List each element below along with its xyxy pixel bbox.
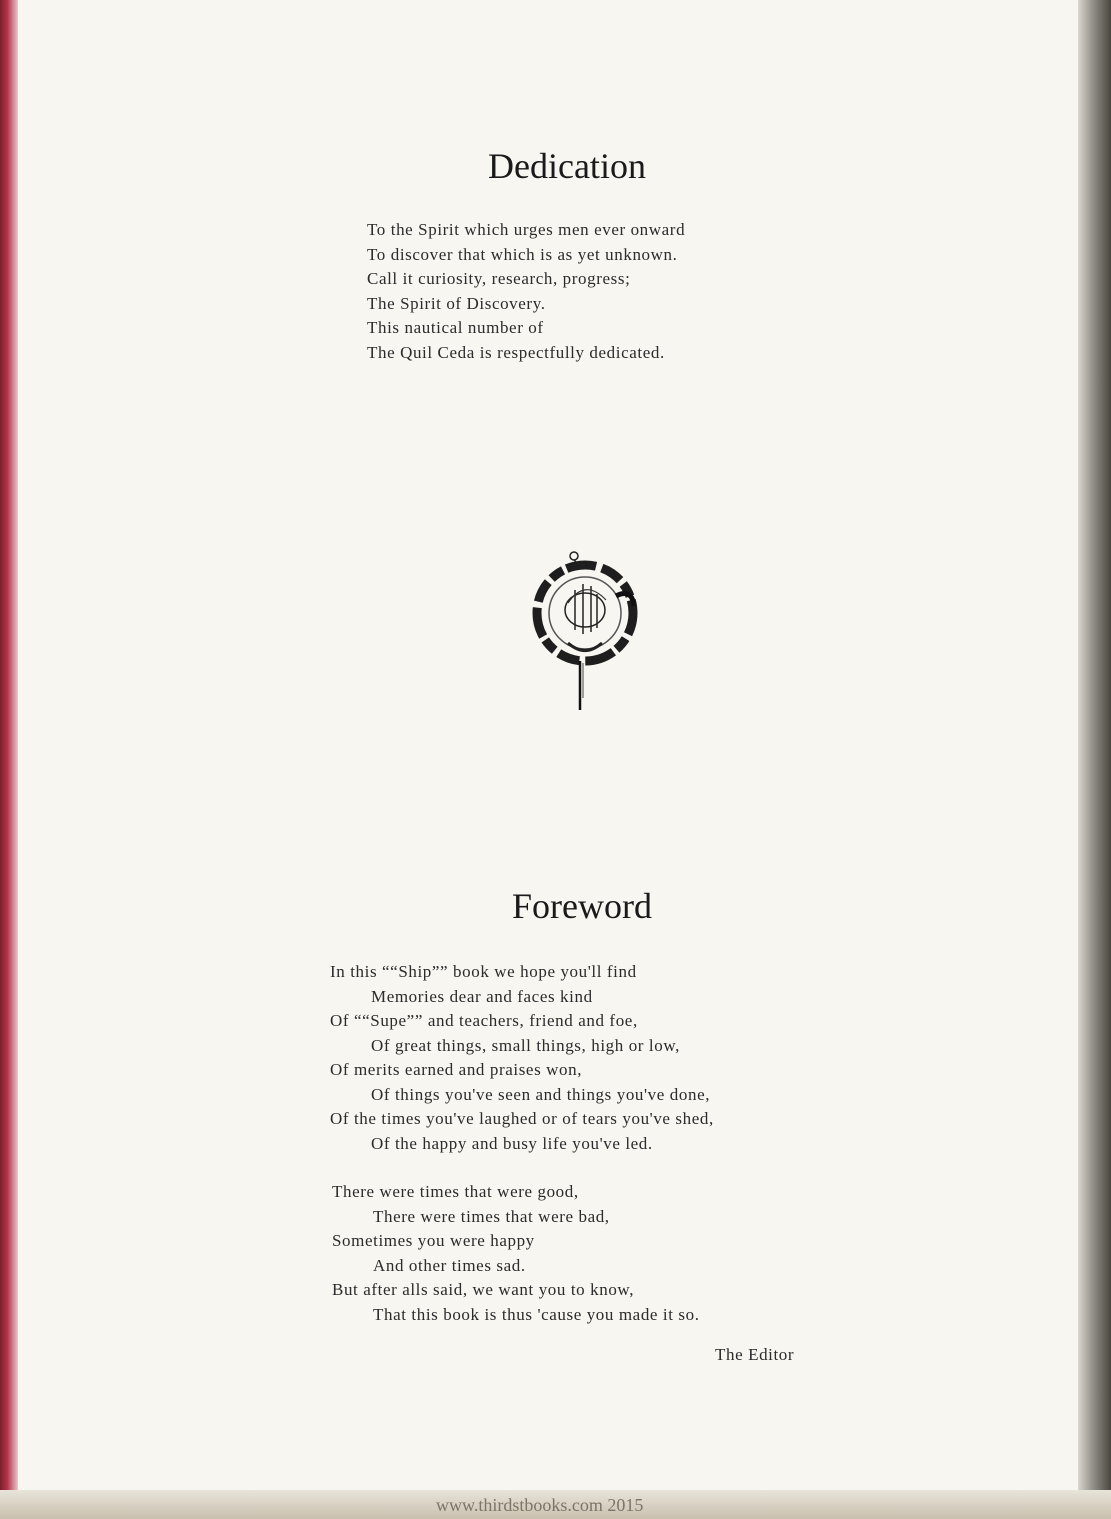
life-ring-emblem-icon xyxy=(528,548,642,713)
verse-line: Of ““Supe”” and teachers, friend and foe, xyxy=(330,1011,638,1030)
page-stack-edge xyxy=(1078,0,1111,1519)
verse-line: To discover that which is as yet unknown. xyxy=(367,244,678,264)
verse-line: Sometimes you were happy xyxy=(332,1231,535,1250)
verse-line: The Spirit of Discovery. xyxy=(367,293,546,313)
foreword-verse-1 xyxy=(330,960,714,1156)
verse-line: There were times that were bad, xyxy=(373,1206,610,1226)
verse-line: This nautical number of xyxy=(367,318,544,337)
binding-edge xyxy=(0,0,18,1519)
verse-line: To the Spirit which urges men ever onward xyxy=(367,220,686,239)
verse-line: Of things you've seen and things you've done, xyxy=(371,1084,711,1104)
verse-line: There were times that were good, xyxy=(332,1182,579,1201)
verse-line: Memories dear and faces kind xyxy=(371,986,593,1006)
watermark: www.thirdstbooks.com 2015 xyxy=(436,1495,644,1515)
verse-line: Of merits earned and praises won, xyxy=(330,1060,583,1079)
dedication-title: Dedication xyxy=(488,146,646,186)
verse-line: Of great things, small things, high or low, xyxy=(371,1035,680,1055)
verse-line: Of the happy and busy life you've led. xyxy=(371,1133,653,1153)
foreword-title: Foreword xyxy=(512,886,652,926)
verse-line: Of the times you've laughed or of tears you've shed, xyxy=(330,1109,714,1128)
verse-line: But after alls said, we want you to know, xyxy=(332,1280,635,1299)
verse-line: And other times sad. xyxy=(373,1255,526,1275)
foreword-verse-2 xyxy=(332,1180,700,1327)
verse-line: In this ““Ship”” book we hope you'll find xyxy=(330,962,637,981)
verse-line: Call it curiosity, research, progress; xyxy=(367,269,631,288)
editor-signature: The Editor xyxy=(715,1345,795,1364)
verse-line: The Quil Ceda is respectfully dedicated. xyxy=(367,342,665,362)
verse-line: That this book is thus 'cause you made it so. xyxy=(373,1304,700,1324)
dedication-verse xyxy=(367,218,685,365)
